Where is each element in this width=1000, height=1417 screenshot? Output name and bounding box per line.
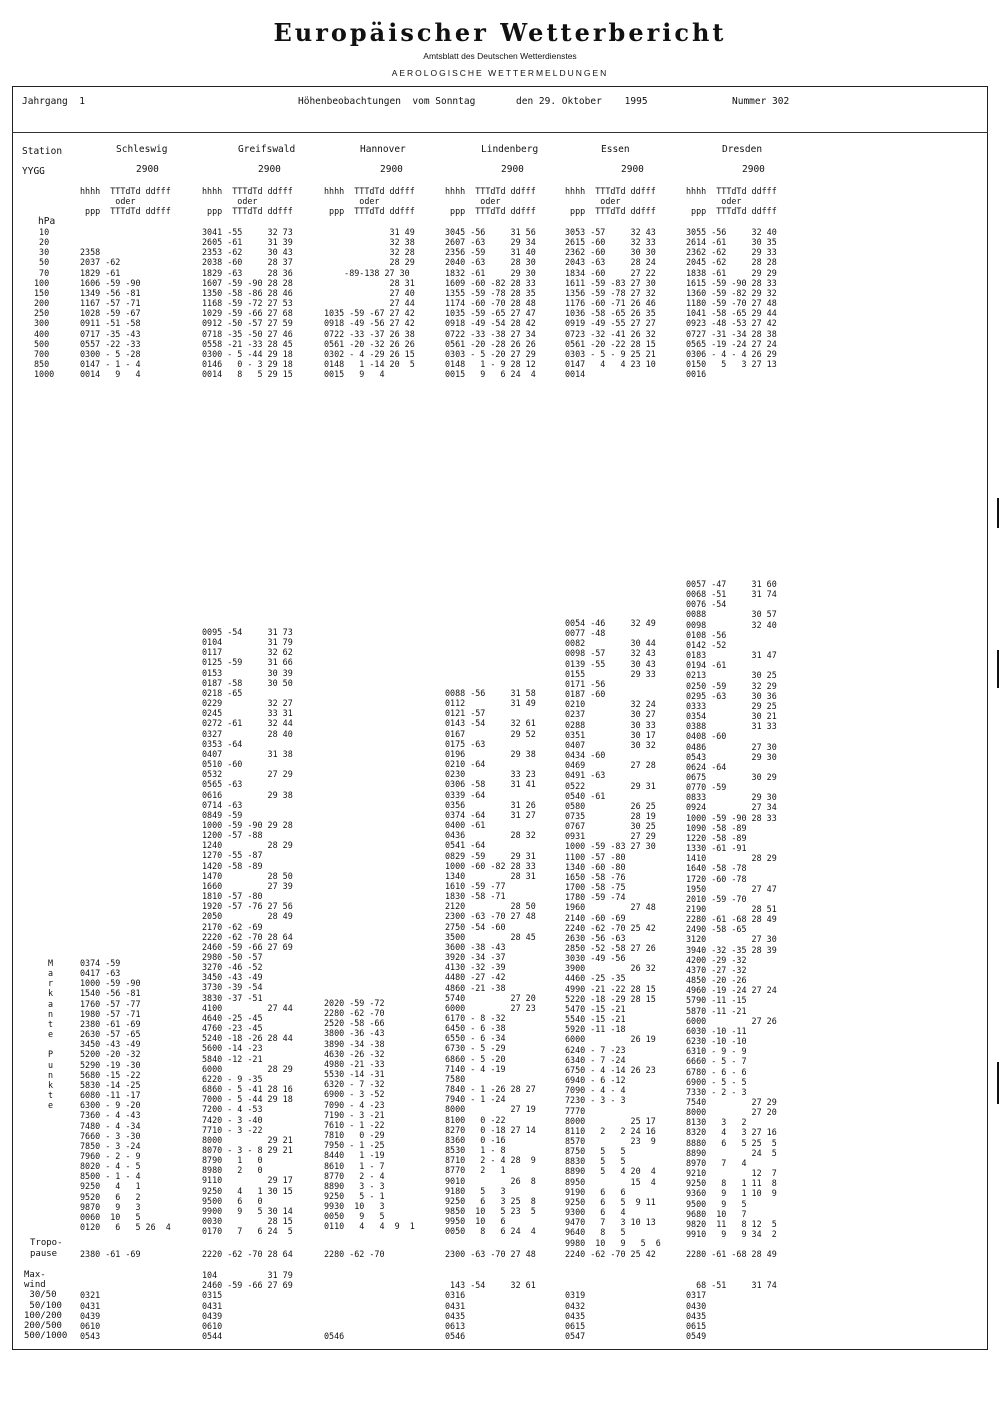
tropopause-data: 2280 -62 -70 <box>324 1249 385 1259</box>
tropopause-data: 2280 -61 -68 28 49 <box>686 1249 777 1259</box>
significant-points: 0057 -47 31 60 0068 -51 31 74 0076 -54 0088 30 57 0098 32 40 0108 -56 0142 -52 0183 31 47 0194 -61 0213 30 25 0250 -59 32 29 0295 -63 30 36 0333 29 25 0354 30 21 0388 31 33 0408 -60 0486 27 30 0543 29 30 0624 -64 0675 30 29 0770 -59 0833 29 30 0924 27 34 1000 -59 -90 28 33 1090 -58 -89 1220 -58 -89 1330 -61 -91 1410 28 29 1640 -58 -78 1720 -60 -78 1950 27 47 2010 -59 -70 2190 28 51 2280 -61 -68 28 49 2490 -58 -65 3120 27 30 3940 -32 -35 28 39 4200 -29 -32 4370 -27 -32 4850 -20 -26 4960 -19 -24 27 24 5790 -11 -15 5870 -11 -21 6000 27 26 6030 -10 -11 6230 -10 -10 6310 - 9 - 9 6660 - 5 - 7 6780 - 6 - 6 6900 - 5 - 5 7330 - 2 - 3 7540 27 29 8000 27 20 8130 3 2 8320 4 3 27 16 8880 6 5 25 5 8890 24 5 8970 7 4 9210 12 7 9250 8 1 11 8 9360 9 1 10 9 9500 9 5 9680 10 7 9820 11 8 12 5 9910 9 9 34 2 <box>686 579 777 1239</box>
station-name: Essen <box>601 144 630 155</box>
section-title: AEROLOGISCHE WETTERMELDUNGEN <box>391 68 609 78</box>
significant-points: 0095 -54 31 73 0104 31 79 0117 32 62 0125 -59 31 66 0153 30 39 0187 -58 30 50 0218 -65 0229 32 27 0245 33 31 0272 -61 32 44 0327 28 40 0353 -64 0407 31 38 0510 -60 0532 27 29 0565 -63 0616 29 38 0714 -63 0849 -59 1000 -59 -90 29 28 1200 -57 -88 1240 28 29 1270 -55 -87 1420 -58 -89 1470 28 50 1660 27 39 1810 -57 -80 1920 -57 -76 27 56 2050 28 49 2170 -62 -69 2220 -62 -70 28 64 2460 -59 -66 27 69 2980 -50 -57 3270 -46 -52 3450 -43 -49 3730 -39 -54 3830 -37 -51 4100 27 44 4640 -25 -45 4760 -23 -45 5240 -18 -26 28 44 5600 -14 -23 5840 -12 -21 6000 28 29 6220 - 9 -35 6860 - 5 -41 28 16 7000 - 5 -44 29 18 7200 - 4 -53 7420 - 3 -40 7710 - 3 -22 8000 29 21 8070 - 3 - 8 29 21 8790 1 0 8980 2 0 9110 29 17 9250 4 1 30 15 9500 6 0 9900 9 5 30 14 0030 28 15 0170 7 6 24 5 <box>202 627 293 1237</box>
column-header: hhhh TTTdTd ddfff oder ppp TTTdTd ddfff <box>80 186 171 217</box>
jahrgang: Jahrgang 1 <box>22 96 85 107</box>
maxwind-label: Max- wind 30/50 50/100 100/200 200/500 500/1000 <box>24 1270 68 1342</box>
maxwind-data: 104 31 79 2460 -59 -66 27 69 0315 0431 0439 0610 0544 <box>202 1270 293 1342</box>
station-yygg: 2900 <box>258 164 281 175</box>
pressure-levels: 10 20 30 50 70 100 150 200 250 300 400 500 700 850 1000 <box>34 227 55 380</box>
yygg-label: YYGG <box>22 166 45 177</box>
markante-punkte-label: M a r k a n t e P u n k t e <box>48 958 54 1111</box>
tropopause-data: 2300 -63 -70 27 48 <box>445 1249 536 1259</box>
station-name: Dresden <box>722 144 763 155</box>
column-header: hhhh TTTdTd ddfff oder ppp TTTdTd ddfff <box>324 186 415 217</box>
maxwind-data: 0546 <box>324 1331 345 1342</box>
edge-mark <box>997 650 999 688</box>
report-title: Europäischer Wetterbericht <box>273 18 727 47</box>
maxwind-data: 143 -54 32 61 0316 0431 0435 0613 0546 <box>445 1280 536 1342</box>
edge-mark <box>997 1062 999 1104</box>
hpa-label: hPa <box>38 216 56 227</box>
station-label: Station <box>22 146 63 157</box>
standard-levels: 3053 -57 32 43 2615 -60 32 33 2362 -60 30 30 2043 -63 28 24 1834 -60 27 22 1611 -59 -83 27 30 1356 -59 -78 27 32 1176 -60 -71 26 46 1036 -58 -65 26 35 0919 -49 -55 27 27 0723 -32 -41 26 32 0561 -20 -22 28 15 0303 - 5 - 9 25 21 0147 4 4 23 10 0014 <box>565 227 656 380</box>
standard-levels: 31 49 32 38 32 28 28 29 -89-138 27 30 28 31 27 40 27 44 1035 -59 -67 27 42 0918 -49 -56 27 42 0722 -33 -37 26 38 0561 -20 -32 26 26 0302 - 4 -29 26 15 0148 1 -14 20 5 0015 9 4 <box>324 227 415 380</box>
standard-levels: 2358 2037 -62 1829 -61 1606 -59 -90 1349 -56 -81 1167 -57 -71 1028 -59 -67 0911 -51 -58 0717 -35 -43 0557 -22 -33 0300 - 5 -28 0147 - 1 - 4 0014 9 4 <box>80 247 141 380</box>
station-yygg: 2900 <box>136 164 159 175</box>
station-name: Schleswig <box>116 144 168 155</box>
maxwind-data: 0321 0431 0439 0610 0543 <box>80 1290 101 1342</box>
column-header: hhhh TTTdTd ddfff oder ppp TTTdTd ddfff <box>202 186 293 217</box>
tropopause-data: 2240 -62 -70 25 42 <box>565 1249 656 1259</box>
station-yygg: 2900 <box>380 164 403 175</box>
report-subtitle: Amtsblatt des Deutschen Wetterdienstes <box>423 51 577 61</box>
header-divider <box>12 132 988 133</box>
station-yygg: 2900 <box>501 164 524 175</box>
edge-mark <box>997 498 999 528</box>
station-name: Lindenberg <box>481 144 539 155</box>
station-name: Hannover <box>360 144 406 155</box>
observation-date: den 29. Oktober 1995 <box>516 96 648 107</box>
station-yygg: 2900 <box>621 164 644 175</box>
column-header: hhhh TTTdTd ddfff oder ppp TTTdTd ddfff <box>445 186 536 217</box>
column-header: hhhh TTTdTd ddfff oder ppp TTTdTd ddfff <box>565 186 656 217</box>
standard-levels: 3045 -56 31 56 2607 -63 29 34 2356 -59 31 40 2040 -63 28 30 1832 -61 29 30 1609 -60 -82 28 33 1355 -59 -78 28 35 1174 -60 -70 28 48 1035 -59 -65 27 47 0918 -49 -54 28 42 0722 -33 -38 27 34 0561 -20 -28 26 26 0303 - 5 -20 27 29 0148 1 - 9 28 12 0015 9 6 24 4 <box>445 227 536 380</box>
standard-levels: 3055 -56 32 40 2614 -61 30 35 2362 -62 29 33 2045 -62 28 28 1838 -61 29 29 1615 -59 -90 28 33 1360 -59 -82 29 32 1180 -59 -70 27 48 1041 -58 -65 29 44 0923 -48 -53 27 42 0727 -31 -34 28 38 0565 -19 -24 27 24 0306 - 4 - 4 26 29 0150 5 3 27 13 0016 <box>686 227 777 380</box>
issue-number: Nummer 302 <box>732 96 790 107</box>
significant-points: 0374 -59 0417 -63 1000 -59 -90 1540 -56 -81 1760 -57 -77 1980 -57 -71 2380 -61 -69 2630 -57 -65 3450 -43 -49 5200 -20 -32 5290 -19 -30 5680 -15 -22 5830 -14 -25 6080 -11 -17 6300 - 9 -20 7360 - 4 -43 7480 - 4 -34 7660 - 3 -30 7850 - 3 -24 7960 - 2 - 9 8020 - 4 - 5 8500 - 1 - 4 9250 4 1 9520 6 2 9870 9 3 0060 10 5 0120 6 5 26 4 <box>80 958 171 1233</box>
tropopause-data: 2380 -61 -69 <box>80 1249 141 1259</box>
column-header: hhhh TTTdTd ddfff oder ppp TTTdTd ddfff <box>686 186 777 217</box>
tropopause-data: 2220 -62 -70 28 64 <box>202 1249 293 1259</box>
standard-levels: 3041 -55 32 73 2605 -61 31 39 2353 -62 30 43 2038 -60 28 37 1829 -63 28 36 1607 -59 -90 28 28 1350 -58 -86 28 46 1168 -59 -72 27 53 1029 -59 -66 27 68 0912 -50 -57 27 59 0718 -35 -50 27 46 0558 -21 -33 28 45 0300 - 5 -44 29 18 0146 0 - 3 29 18 0014 8 5 29 15 <box>202 227 293 380</box>
significant-points: 2020 -59 -72 2280 -62 -70 2520 -58 -66 3800 -36 -43 3890 -34 -38 4630 -26 -32 4980 -21 -33 5530 -14 -31 6320 - 7 -32 6900 - 3 -52 7090 - 4 -23 7190 - 3 -21 7610 - 1 -22 7810 0 -29 7950 - 1 -25 8440 1 -19 8610 1 - 7 8770 2 - 4 8890 3 - 3 9250 5 - 1 9930 10 3 0050 9 5 0110 4 4 9 1 <box>324 998 415 1232</box>
significant-points: 0054 -46 32 49 0077 -48 0082 30 44 0098 -57 32 43 0139 -55 30 43 0155 29 33 0171 -56 0187 -60 0210 32 24 0237 30 27 0288 30 33 0351 30 17 0407 30 32 0434 -60 0469 27 28 0491 -63 0522 29 31 0540 -61 0580 26 25 0735 28 19 0767 30 25 0931 27 29 1000 -59 -83 27 30 1100 -57 -80 1340 -60 -80 1650 -58 -76 1700 -58 -75 1780 -59 -74 1960 27 48 2140 -60 -69 2240 -62 -70 25 42 2630 -56 -63 2850 -52 -58 27 26 3030 -49 -56 3900 26 32 4460 -25 -35 4990 -21 -22 28 15 5220 -18 -29 28 15 5470 -15 -21 5540 -15 -21 5920 -11 -18 6000 26 19 6240 - 7 -23 6340 - 7 -24 6750 - 4 -14 26 23 6940 - 6 -12 7090 - 4 - 4 7230 - 3 - 3 7770 8000 25 17 8110 2 2 24 16 8570 23 9 8750 5 5 8830 5 5 8890 5 4 20 4 8950 15 4 9190 6 6 9250 6 5 9 11 9300 6 4 9470 7 3 10 13 9640 8 5 9980 10 9 5 6 <box>565 618 661 1248</box>
station-yygg: 2900 <box>742 164 765 175</box>
observation-type: Höhenbeobachtungen vom Sonntag <box>298 96 476 107</box>
station-name: Greifswald <box>238 144 296 155</box>
tropopause-label: Tropo- pause <box>30 1238 63 1259</box>
maxwind-data: 68 -51 31 74 0317 0430 0435 0615 0549 <box>686 1280 777 1342</box>
maxwind-data: 0319 0432 0435 0615 0547 <box>565 1290 586 1342</box>
significant-points: 0088 -56 31 58 0112 31 49 0121 -57 0143 -54 32 61 0167 29 52 0175 -63 0196 29 38 0210 -64 0230 33 23 0306 -58 31 41 0339 -64 0356 31 26 0374 -64 31 27 0400 -61 0436 28 32 0541 -64 0829 -59 29 31 1000 -60 -82 28 33 1340 28 31 1610 -59 -77 1830 -58 -71 2120 28 50 2300 -63 -70 27 48 2750 -54 -60 3500 28 45 3600 -38 -43 3920 -34 -37 4130 -32 -39 4480 -27 -42 4860 -21 -38 5740 27 20 6000 27 23 6170 - 8 -32 6450 - 6 -38 6550 - 6 -34 6730 - 5 -29 6860 - 5 -20 7140 - 4 -19 7580 7840 - 1 -26 28 27 7940 - 1 -24 8000 27 19 8100 0 -22 8270 0 -18 27 14 8360 0 -16 8530 1 - 8 8710 2 - 4 28 9 8770 2 1 9010 26 8 9180 5 3 9250 6 3 25 8 9850 10 5 23 5 9950 10 6 0050 8 6 24 4 <box>445 688 536 1237</box>
